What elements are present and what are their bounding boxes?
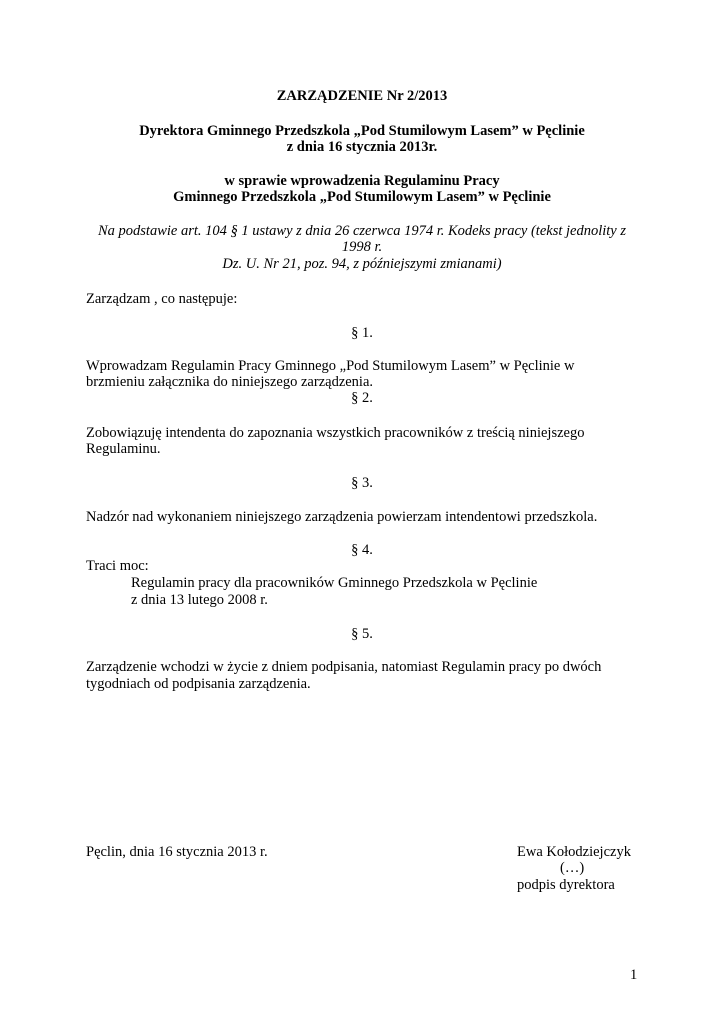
section-3-heading: § 3. xyxy=(351,475,373,491)
section-1-line-2: brzmieniu załącznika do niniejszego zarządzenia. xyxy=(86,374,374,390)
section-3-line-1: Nadzór nad wykonaniem niniejszego zarządzenia powierzam intendentowi przedszkola. xyxy=(86,509,598,525)
legal-basis-line-2: 1998 r. xyxy=(341,239,383,255)
issuer-line-1: Dyrektora Gminnego Przedszkola „Pod Stumilowym Lasem” w Pęclinie xyxy=(139,123,585,139)
legal-basis-line-1: Na podstawie art. 104 § 1 ustawy z dnia 26 czerwca 1974 r. Kodeks pracy (tekst jednolity z xyxy=(97,223,626,239)
signature: (…) xyxy=(560,860,585,876)
section-1-heading: § 1. xyxy=(351,325,373,341)
section-1-line-1: Wprowadzam Regulamin Pracy Gminnego „Pod Stumilowym Lasem” w Pęclinie w xyxy=(86,358,575,374)
issuer-line-2: z dnia 16 stycznia 2013r. xyxy=(286,139,438,155)
section-4-line-2: Regulamin pracy dla pracowników Gminnego Przedszkola w Pęclinie xyxy=(131,575,538,591)
section-5-line-2: tygodniach od podpisania zarządzenia. xyxy=(86,676,311,692)
section-2-line-2: Regulaminu. xyxy=(86,441,161,457)
signature-label: podpis dyrektora xyxy=(517,877,615,893)
intro-text: Zarządzam , co następuje: xyxy=(86,291,238,307)
signer-name: Ewa Kołodziejczyk xyxy=(517,844,631,860)
section-2-line-1: Zobowiązuję intendenta do zapoznania wszystkich pracowników z treścią niniejszego xyxy=(86,425,585,441)
section-4-heading: § 4. xyxy=(351,542,373,558)
subject-line-2: Gminnego Przedszkola „Pod Stumilowym Lasem” w Pęclinie xyxy=(173,189,551,205)
section-2-heading: § 2. xyxy=(351,390,373,406)
section-5-line-1: Zarządzenie wchodzi w życie z dniem podpisania, natomiast Regulamin pracy po dwóch xyxy=(86,659,602,675)
section-4-line-1: Traci moc: xyxy=(86,558,149,574)
section-5-heading: § 5. xyxy=(351,626,373,642)
legal-basis-line-3: Dz. U. Nr 21, poz. 94, z późniejszymi zmianami) xyxy=(222,256,502,272)
document-title: ZARZĄDZENIE Nr 2/2013 xyxy=(276,88,448,104)
page-number: 1 xyxy=(630,967,638,983)
place-date: Pęclin, dnia 16 stycznia 2013 r. xyxy=(86,844,268,860)
section-4-line-3: z dnia 13 lutego 2008 r. xyxy=(131,592,268,608)
subject-line-1: w sprawie wprowadzenia Regulaminu Pracy xyxy=(224,173,500,189)
